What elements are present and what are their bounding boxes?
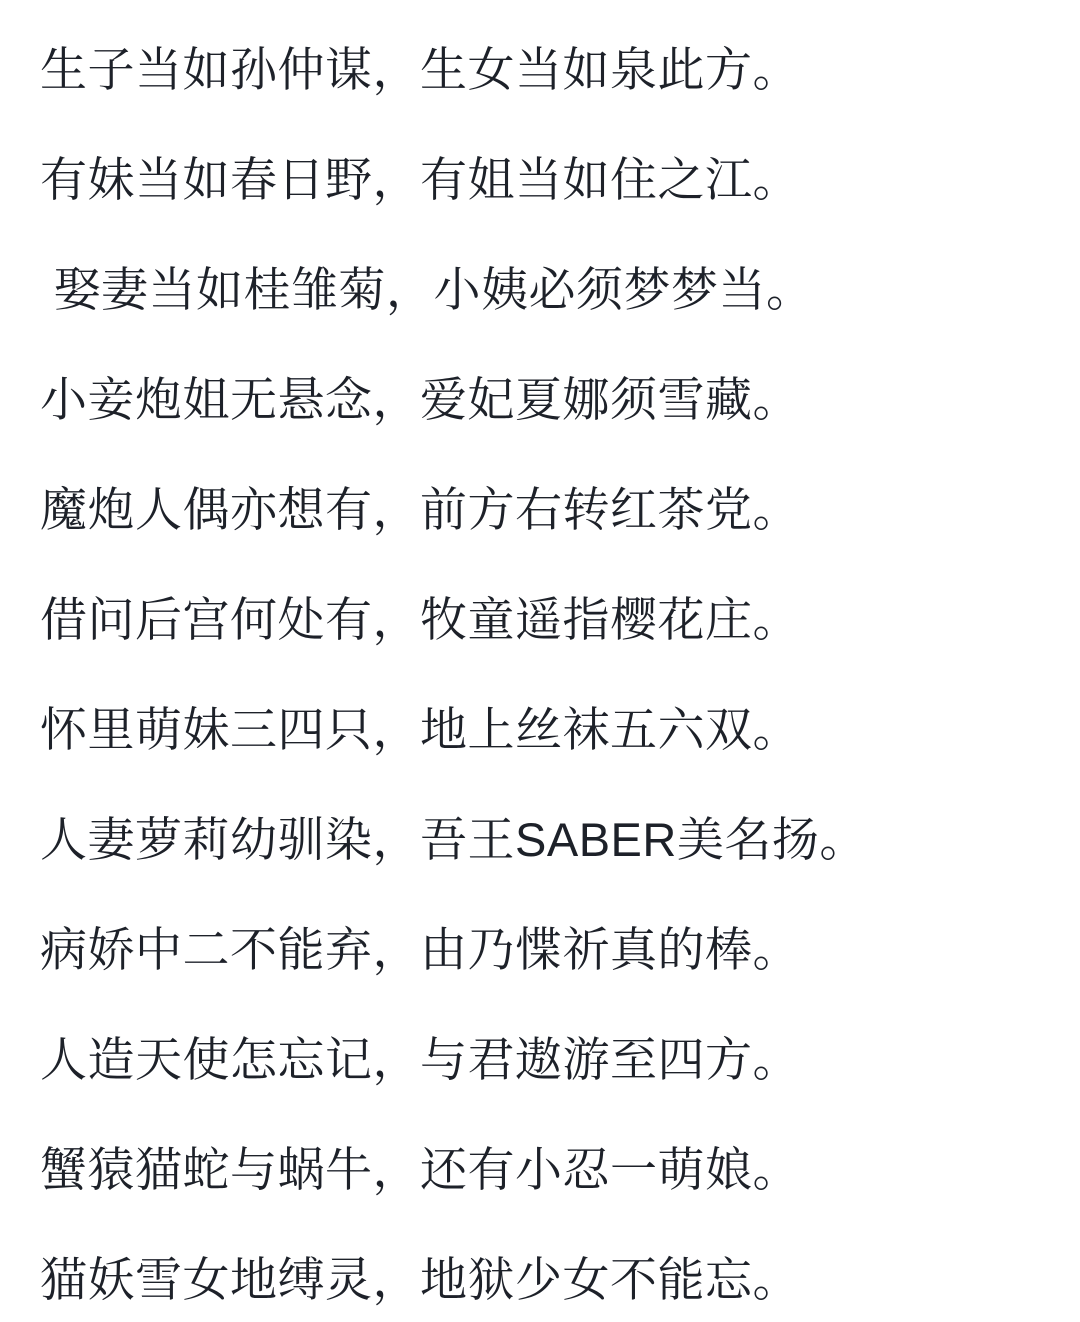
- poem-line: 蟹猿猫蛇与蜗牛，还有小忍一萌娘。: [40, 1143, 800, 1196]
- poem-line: 猫妖雪女地缚灵，地狱少女不能忘。: [40, 1253, 800, 1306]
- poem-line: 人造天使怎忘记，与君遨游至四方。: [40, 1033, 800, 1086]
- poem-line: 小妾炮姐无悬念，爱妃夏娜须雪藏。: [40, 373, 800, 426]
- poem-line: 娶妻当如桂雏菊，小姨必须梦梦当。: [40, 263, 814, 316]
- poem-line: 怀里萌妹三四只，地上丝袜五六双。: [40, 703, 800, 756]
- poem-line: 人妻萝莉幼驯染，吾王SABER美名扬。: [40, 813, 867, 866]
- poem-line: 借问后宫何处有，牧童遥指樱花庄。: [40, 593, 800, 646]
- poem-line: 有妹当如春日野，有姐当如住之江。: [40, 153, 800, 206]
- poem-line: 病娇中二不能弃，由乃惵祈真的棒。: [40, 923, 800, 976]
- poem-line: 生子当如孙仲谋，生女当如泉此方。: [40, 43, 800, 96]
- poem-line: 魔炮人偶亦想有，前方右转红茶党。: [40, 483, 800, 536]
